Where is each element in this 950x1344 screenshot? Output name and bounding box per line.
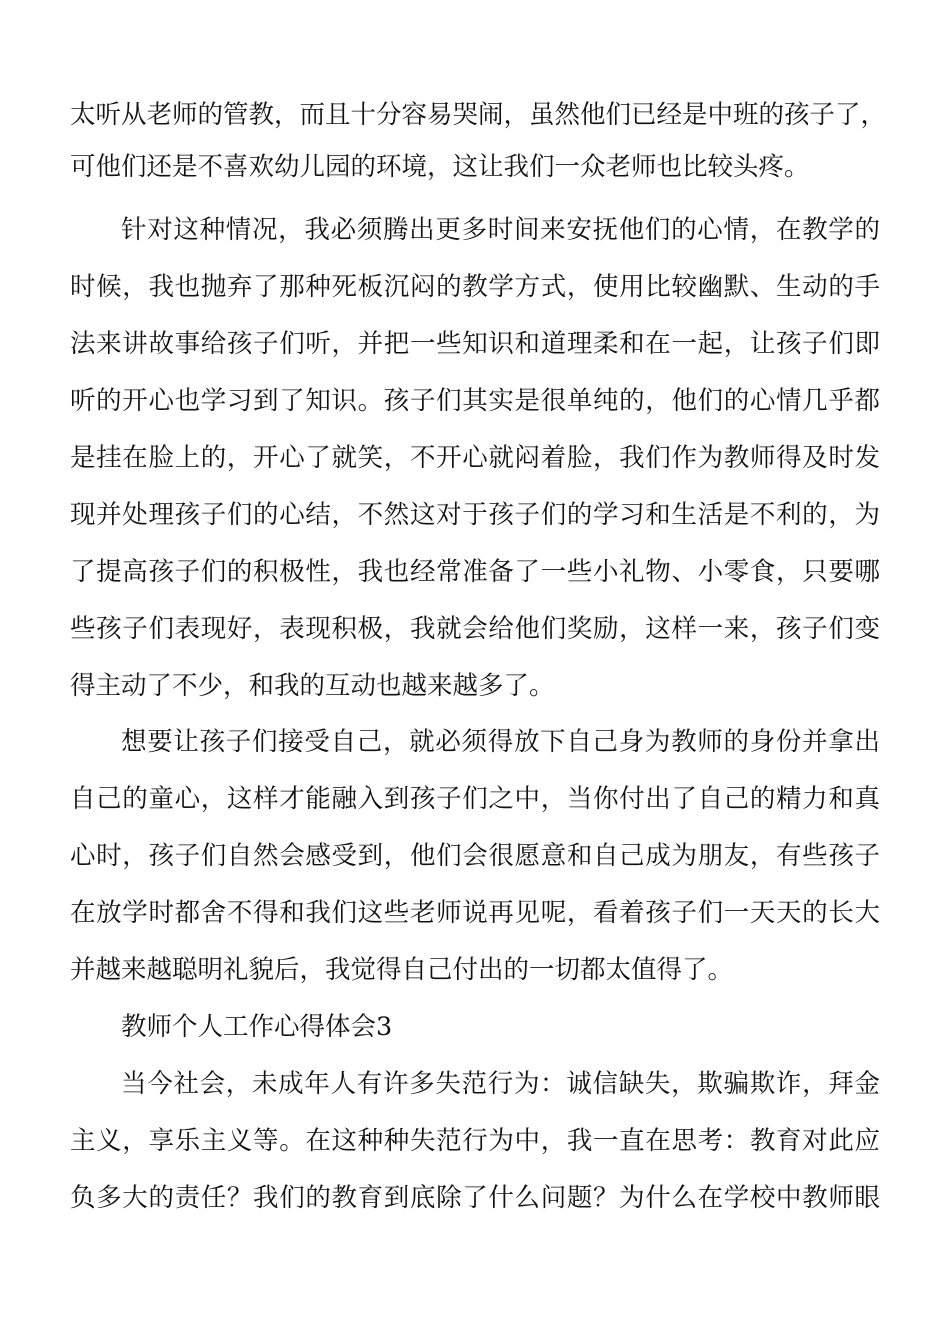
paragraph-1-line-1: 太听从老师的管教，而且十分容易哭闹，虽然他们已经是中班的孩子了， [70, 100, 887, 130]
paragraph-2-line-8: 些孩子们表现好，表现积极，我就会给他们奖励，这样一来，孩子们变 [70, 614, 880, 644]
section-heading: 教师个人工作心得体会3 [121, 1012, 393, 1042]
paragraph-2-line-7: 了提高孩子们的积极性，我也经常准备了一些小礼物、小零食，只要哪 [70, 557, 880, 587]
paragraph-3-line-5: 并越来越聪明礼貌后，我觉得自己付出的一切都太值得了。 [70, 955, 734, 985]
paragraph-2-line-6: 现并处理孩子们的心结，不然这对于孩子们的学习和生活是不利的，为 [70, 500, 880, 530]
paragraph-2-line-3: 法来讲故事给孩子们听，并把一些知识和道理柔和在一起，让孩子们即 [70, 329, 880, 359]
paragraph-2-line-5: 是挂在脸上的，开心了就笑，不开心就闷着脸，我们作为教师得及时发 [70, 443, 880, 473]
paragraph-3-line-2: 自己的童心，这样才能融入到孩子们之中，当你付出了自己的精力和真 [70, 784, 880, 814]
paragraph-3-line-1: 想要让孩子们接受自己，就必须得放下自己身为教师的身份并拿出 [121, 727, 880, 757]
paragraph-2-line-2: 时候，我也抛弃了那种死板沉闷的教学方式，使用比较幽默、生动的手 [70, 272, 880, 302]
paragraph-4-line-2: 主义，享乐主义等。在这种种失范行为中，我一直在思考：教育对此应 [70, 1126, 880, 1156]
paragraph-3-line-3: 心时，孩子们自然会感受到，他们会很愿意和自己成为朋友，有些孩子 [70, 841, 880, 871]
paragraph-2-line-9: 得主动了不少，和我的互动也越来越多了。 [70, 671, 555, 701]
paragraph-1-line-2: 可他们还是不喜欢幼儿园的环境，这让我们一众老师也比较头疼。 [70, 152, 810, 182]
paragraph-3-line-4: 在放学时都舍不得和我们这些老师说再见呢，看着孩子们一天天的长大 [70, 898, 880, 928]
paragraph-4-line-1: 当今社会，未成年人有许多失范行为：诚信缺失，欺骗欺诈，拜金 [121, 1069, 880, 1099]
paragraph-2-line-4: 听的开心也学习到了知识。孩子们其实是很单纯的，他们的心情几乎都 [70, 386, 880, 416]
paragraph-2-line-1: 针对这种情况，我必须腾出更多时间来安抚他们的心情，在教学的 [121, 215, 880, 245]
paragraph-4-line-3: 负多大的责任？我们的教育到底除了什么问题？为什么在学校中教师眼 [70, 1183, 880, 1213]
